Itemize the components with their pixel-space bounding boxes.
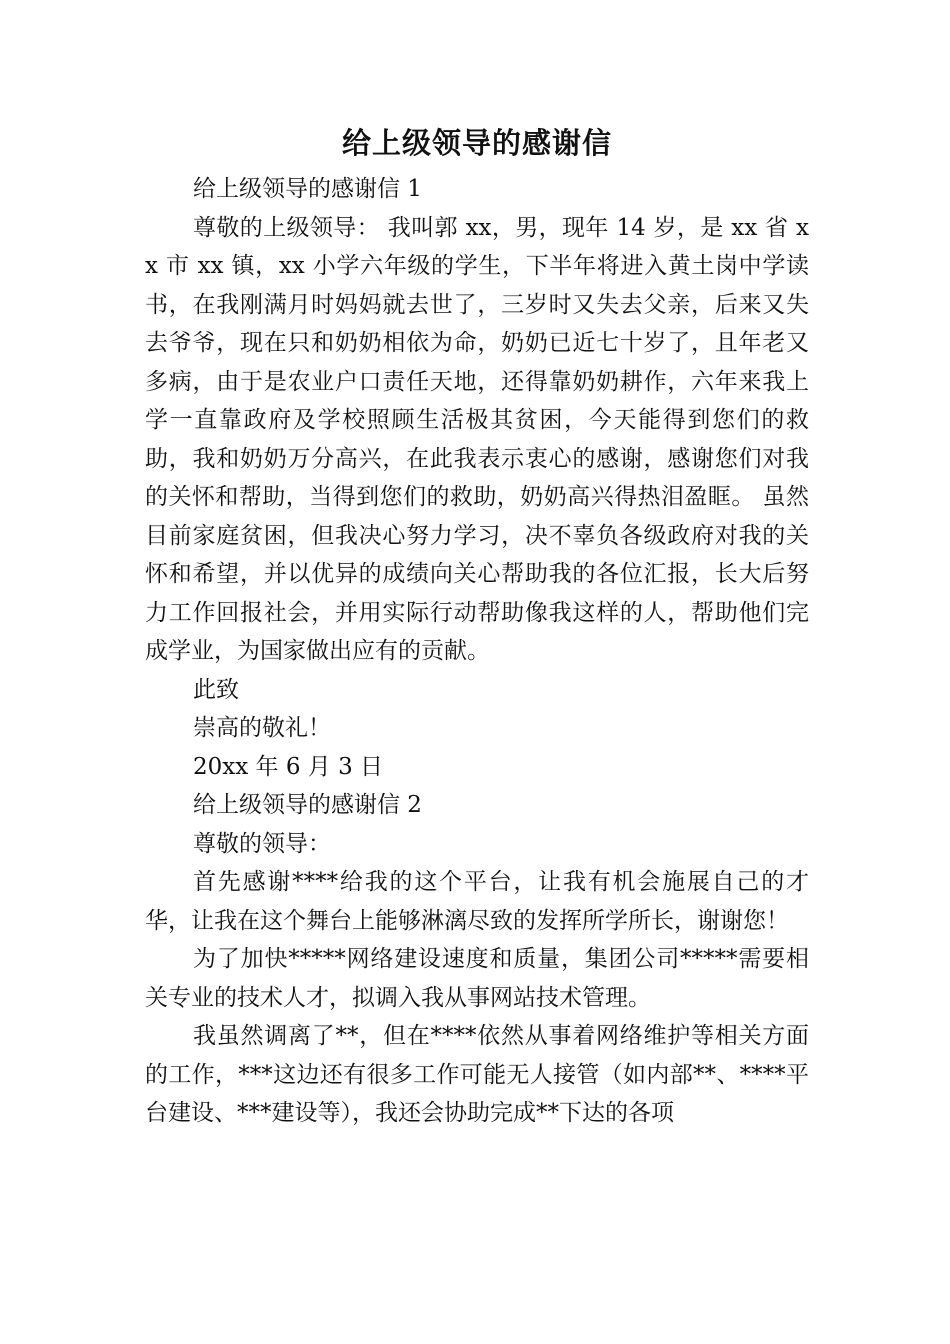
letter2-heading: 给上级领导的感谢信 2	[193, 792, 422, 818]
letter2-paragraph-2: 为了加快*****网络建设速度和质量，集团公司*****需要相关专业的技术人才，拟调入我从事网站技术管理。	[145, 946, 809, 1011]
letter2-paragraph-3: 我虽然调离了**，但在****依然从事着网络维护等相关方面的工作，***这边还有很多工作可能无人接管（如内部**、****平台建设、***建设等），我还会协助完成**下达的各项	[145, 1023, 809, 1126]
letter1-closing: 此致	[193, 676, 239, 703]
letter2-paragraph-1: 首先感谢****给我的这个平台，让我有机会施展自己的才华，让我在这个舞台上能够淋漓尽致的发挥所学所长，谢谢您！	[145, 869, 809, 934]
letter1-date: 20xx 年 6 月 3 日	[193, 753, 384, 780]
letter1-salute: 崇高的敬礼！	[193, 715, 331, 741]
letter1-heading: 给上级领导的感谢信 1	[193, 176, 422, 202]
document-title: 给上级领导的感谢信	[341, 126, 612, 160]
document-page	[145, 118, 809, 1133]
letter1-body: 尊敬的上级领导： 我叫郭 xx，男，现年 14 岁，是 xx 省 xx 市 xx 镇，xx 小学六年级的学生，下半年将进入黄土岗中学读书，在我刚满月时妈妈就去世了，三岁时又失去父亲，后来又失去爷爷，现在只和奶奶相依为命，奶奶已近七十岁了，且年老又多病，由于是农业户口责任天地，还得靠奶奶耕作，六年来我上学一直靠政府及学校照顾生活极其贫困，今天能得到您们的救助，我和奶奶万分高兴，在此我表示衷心的感谢，感谢您们对我的关怀和帮助，当得到您们的救助，奶奶高兴得热泪盈眶。 虽然目前家庭贫困，但我决心努力学习，决不辜负各级政府对我的关怀和希望，并以优异的成绩向关心帮助我的各位汇报，长大后努力工作回报社会，并用实际行动帮助像我这样的人，帮助他们完成学业，为国家做出应有的贡献。	[145, 214, 809, 664]
letter2-greeting: 尊敬的领导：	[193, 830, 331, 857]
